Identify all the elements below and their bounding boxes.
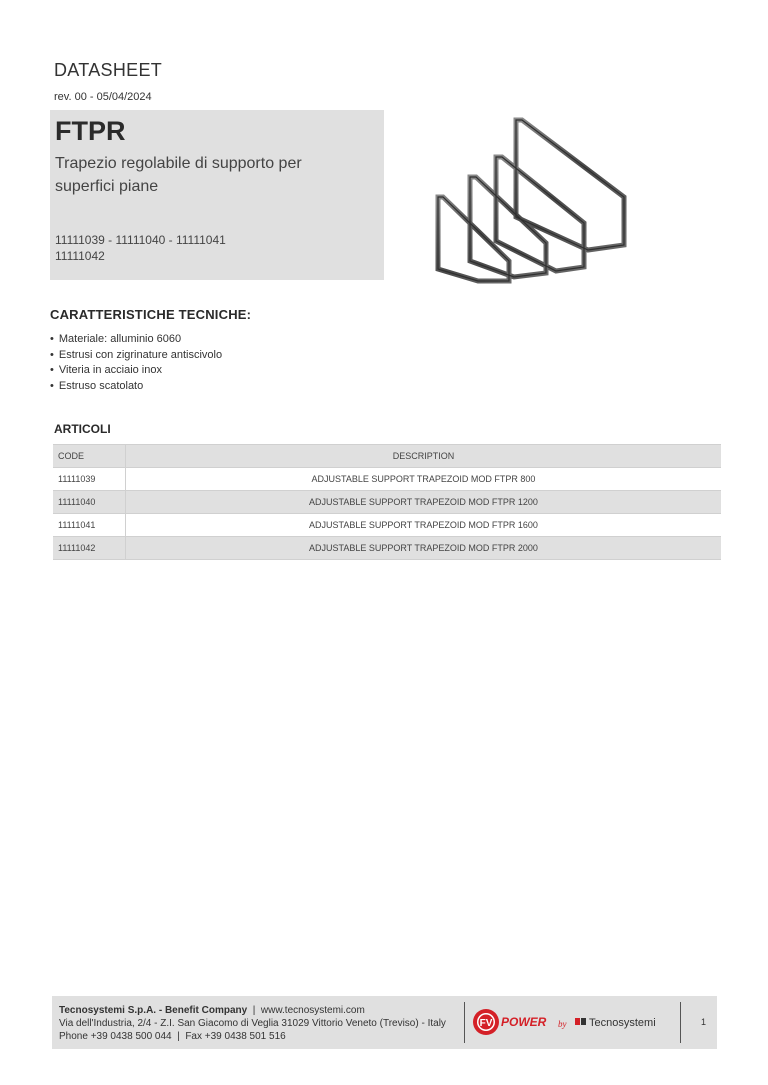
column-header-code: CODE xyxy=(53,445,126,468)
cell-code: 11111041 xyxy=(53,514,126,537)
cell-description: ADJUSTABLE SUPPORT TRAPEZOID MOD FTPR 800 xyxy=(126,468,722,491)
table-row xyxy=(53,537,721,560)
table-row xyxy=(53,468,721,491)
footer-website-link[interactable]: www.tecnosystemi.com xyxy=(260,1005,365,1016)
fv-power-tecnosystemi-logo xyxy=(472,1002,664,1042)
column-header-description: DESCRIPTION xyxy=(126,445,722,468)
table-row xyxy=(53,514,721,537)
spec-item: • Estrusi con zigrinature antiscivolo xyxy=(50,348,222,364)
articles-table xyxy=(53,444,721,560)
product-description: Trapezio regolabile di supporto per superfici piane xyxy=(55,155,302,195)
svg-text:FV: FV xyxy=(479,1018,493,1029)
product-summary-panel xyxy=(50,110,384,280)
footer-phone: Phone +39 0438 500 044 xyxy=(59,1031,172,1042)
trapezoid-frame-1600 xyxy=(496,157,584,271)
cell-code: 11111039 xyxy=(53,468,126,491)
cell-description: ADJUSTABLE SUPPORT TRAPEZOID MOD FTPR 1200 xyxy=(126,491,722,514)
table-row xyxy=(53,491,721,514)
footer-fax: Fax +39 0438 501 516 xyxy=(185,1031,286,1042)
cell-description: ADJUSTABLE SUPPORT TRAPEZOID MOD FTPR 2000 xyxy=(126,537,722,560)
product-code: FTPR xyxy=(55,116,126,146)
footer-company-name: Tecnosystemi S.p.A. - Benefit Company xyxy=(59,1005,248,1016)
article-codes xyxy=(55,232,226,264)
svg-text:POWER: POWER xyxy=(501,1015,547,1029)
table-header-row xyxy=(53,445,721,468)
cell-code: 11111040 xyxy=(53,491,126,514)
specs-heading: CARATTERISTICHE TECNICHE: xyxy=(50,307,252,322)
article-codes-line: 11111042 xyxy=(55,249,105,263)
footer-divider xyxy=(464,1002,465,1043)
specs-list xyxy=(50,332,222,394)
revision-date: rev. 00 - 05/04/2024 xyxy=(54,91,152,103)
cell-description: ADJUSTABLE SUPPORT TRAPEZOID MOD FTPR 1600 xyxy=(126,514,722,537)
svg-text:by: by xyxy=(558,1019,567,1029)
footer-divider xyxy=(680,1002,681,1043)
document-title: DATASHEET xyxy=(54,60,163,80)
svg-text:Tecnosystemi: Tecnosystemi xyxy=(589,1017,656,1029)
article-codes-line: 11111039 - 11111040 - 11111041 xyxy=(55,233,226,247)
cell-code: 11111042 xyxy=(53,537,126,560)
page-number: 1 xyxy=(701,1017,707,1027)
product-image xyxy=(430,115,670,285)
footer-contact-info: Tecnosystemi S.p.A. - Benefit Company | www.tecnosystemi.com Via dell'Industria, 2/4 - Z.I. San Giacomo di Veglia 31029 Vittorio Veneto (Treviso) - Italy Phone +39 0438 500 044 | Fax +39 0438 501 516 xyxy=(59,1005,446,1042)
page-footer xyxy=(52,996,717,1049)
spec-item: • Viteria in acciaio inox xyxy=(50,363,222,379)
footer-address: Via dell'Industria, 2/4 - Z.I. San Giacomo di Veglia 31029 Vittorio Veneto (Treviso) - Italy xyxy=(59,1018,446,1029)
spec-item: • Estruso scatolato xyxy=(50,379,222,395)
articles-heading: ARTICOLI xyxy=(54,422,111,436)
spec-item: • Materiale: alluminio 6060 xyxy=(50,332,222,348)
